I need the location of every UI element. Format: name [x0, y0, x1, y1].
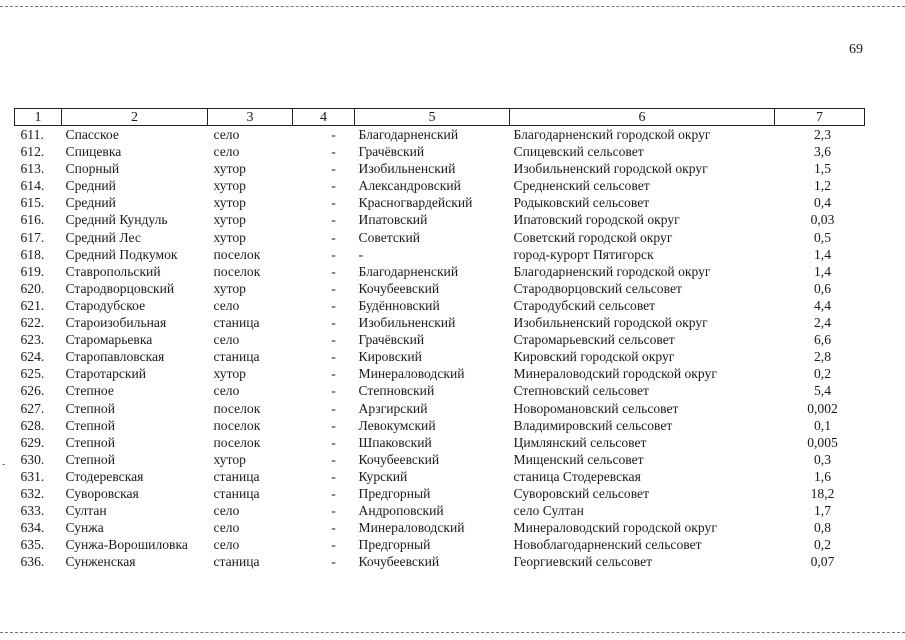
settlement-name: Старопавловская	[65, 349, 165, 365]
settlement-type: село	[213, 503, 240, 519]
settlement-name: Степной	[65, 451, 115, 467]
municipality-name: станица Стодеревская	[513, 468, 641, 484]
status-mark: -	[331, 537, 336, 553]
municipality-name: Спицевский сельсовет	[513, 144, 644, 160]
table-header-row	[15, 109, 865, 126]
table-row	[15, 519, 865, 536]
status-mark: -	[331, 297, 336, 313]
settlement-type: село	[213, 537, 240, 553]
status-mark: -	[331, 229, 336, 245]
settlement-type: станица	[213, 485, 260, 501]
area-value: 0,002	[807, 400, 838, 416]
district-name: Кочубеевский	[358, 280, 440, 296]
status-mark: -	[331, 127, 336, 142]
column-header: 2	[62, 109, 208, 126]
column-header: 3	[208, 109, 293, 126]
table-row	[15, 348, 865, 365]
settlement-type: поселок	[213, 400, 261, 416]
area-value: 2,4	[814, 315, 831, 331]
settlement-type: хутор	[213, 451, 246, 467]
table-row	[15, 314, 865, 331]
table-row	[15, 211, 865, 228]
settlement-type: хутор	[213, 161, 246, 177]
area-value: 0,8	[814, 520, 831, 536]
district-name: Шпаковский	[358, 434, 432, 450]
status-mark: -	[331, 485, 336, 501]
municipality-name: Новоблагодарненский сельсовет	[513, 537, 702, 553]
table-row	[15, 263, 865, 280]
table-row	[15, 160, 865, 177]
district-name: Изобильненский	[358, 315, 456, 331]
area-value: 0,3	[814, 451, 831, 467]
area-value: 4,4	[814, 297, 831, 313]
area-value: 0,1	[814, 417, 831, 433]
row-number: 616.	[20, 212, 45, 228]
settlement-name: Султан	[65, 503, 107, 519]
status-mark: -	[331, 161, 336, 177]
settlement-type: село	[213, 144, 240, 160]
row-number: 632.	[20, 485, 45, 501]
area-value: 1,7	[814, 503, 831, 519]
row-number: 614.	[20, 178, 45, 194]
district-name: Благодарненский	[358, 127, 459, 142]
table-row	[15, 502, 865, 519]
table-body	[15, 126, 865, 571]
table-row	[15, 382, 865, 399]
table-row	[15, 536, 865, 553]
settlement-type: село	[213, 332, 240, 348]
district-name: Андроповский	[358, 503, 444, 519]
settlement-name: Стодеревская	[65, 468, 144, 484]
settlement-name: Старомарьевка	[65, 332, 153, 348]
area-value: 0,6	[814, 280, 831, 296]
district-name: Левокумский	[358, 417, 436, 433]
settlement-type: станица	[213, 315, 260, 331]
settlement-name: Стародубское	[65, 297, 146, 313]
municipality-name: Георгиевский сельсовет	[513, 554, 653, 570]
settlement-type: село	[213, 520, 240, 536]
status-mark: -	[331, 554, 336, 570]
district-name: -	[358, 246, 364, 262]
settlement-name: Суворовская	[65, 485, 139, 501]
settlement-type: поселок	[213, 417, 261, 433]
district-name: Будённовский	[358, 297, 440, 313]
scan-artifact-mark: -	[2, 459, 6, 470]
settlement-type: хутор	[213, 229, 246, 245]
table-row	[15, 400, 865, 417]
municipality-name: Новоромановский сельсовет	[513, 400, 679, 416]
status-mark: -	[331, 366, 336, 382]
settlement-type: село	[213, 297, 240, 313]
settlement-type: поселок	[213, 246, 261, 262]
table-row	[15, 177, 865, 194]
settlement-name: Средний Лес	[65, 229, 141, 245]
status-mark: -	[331, 315, 336, 331]
row-number: 622.	[20, 315, 45, 331]
table-row	[15, 194, 865, 211]
settlement-type: хутор	[213, 178, 246, 194]
settlement-name: Старотарский	[65, 366, 147, 382]
area-value: 0,005	[807, 434, 838, 450]
status-mark: -	[331, 503, 336, 519]
municipality-name: Цимлянский сельсовет	[513, 434, 647, 450]
table-row	[15, 143, 865, 160]
column-header: 1	[15, 109, 62, 126]
row-number: 628.	[20, 417, 45, 433]
district-name: Грачёвский	[358, 144, 425, 160]
municipality-name: Ипатовский городской округ	[513, 212, 680, 228]
row-number: 630.	[20, 451, 45, 467]
row-number: 636.	[20, 554, 45, 570]
settlement-name: Средний	[65, 195, 116, 211]
status-mark: -	[331, 417, 336, 433]
settlement-name: Ставропольский	[65, 263, 161, 279]
row-number: 621.	[20, 297, 45, 313]
district-name: Минераловодский	[358, 366, 465, 382]
municipality-name: Изобильненский городской округ	[513, 315, 708, 331]
municipality-name: Старомарьевский сельсовет	[513, 332, 675, 348]
area-value: 0,2	[814, 366, 831, 382]
area-value: 3,6	[814, 144, 831, 160]
area-value: 2,3	[814, 127, 831, 142]
municipality-name: Советский городской округ	[513, 229, 673, 245]
status-mark: -	[331, 400, 336, 416]
row-number: 625.	[20, 366, 45, 382]
settlement-name: Степной	[65, 434, 115, 450]
table-row	[15, 246, 865, 263]
area-value: 0,07	[810, 554, 835, 570]
municipality-name: Кировский городской округ	[513, 349, 675, 365]
settlement-name: Спасское	[65, 127, 119, 142]
settlement-type: хутор	[213, 195, 246, 211]
column-header: 7	[775, 109, 865, 126]
table-row	[15, 451, 865, 468]
scan-edge-bottom	[0, 632, 905, 633]
settlement-type: станица	[213, 349, 260, 365]
municipality-name: Минераловодский городской округ	[513, 366, 717, 382]
table-row	[15, 553, 865, 570]
municipality-name: Мищенский сельсовет	[513, 451, 644, 467]
status-mark: -	[331, 178, 336, 194]
column-header: 6	[510, 109, 775, 126]
district-name: Предгорный	[358, 537, 431, 553]
district-name: Красногвардейский	[358, 195, 473, 211]
table-row	[15, 468, 865, 485]
settlement-name: Спорный	[65, 161, 120, 177]
row-number: 611.	[20, 127, 44, 142]
table-row	[15, 280, 865, 297]
settlement-name: Средний Кундуль	[65, 212, 168, 228]
status-mark: -	[331, 451, 336, 467]
municipality-name: Благодарненский городской округ	[513, 263, 711, 279]
district-name: Кировский	[358, 349, 422, 365]
row-number: 612.	[20, 144, 45, 160]
column-header: 4	[293, 109, 355, 126]
municipality-name: Степновский сельсовет	[513, 383, 649, 399]
row-number: 629.	[20, 434, 45, 450]
district-name: Советский	[358, 229, 421, 245]
row-number: 631.	[20, 468, 45, 484]
municipality-name: Средненский сельсовет	[513, 178, 650, 194]
area-value: 1,2	[814, 178, 831, 194]
settlement-name: Сунженская	[65, 554, 136, 570]
municipality-name: город-курорт Пятигорск	[513, 246, 654, 262]
row-number: 618.	[20, 246, 45, 262]
area-value: 1,5	[814, 161, 831, 177]
status-mark: -	[331, 246, 336, 262]
status-mark: -	[331, 520, 336, 536]
status-mark: -	[331, 144, 336, 160]
status-mark: -	[331, 383, 336, 399]
status-mark: -	[331, 468, 336, 484]
settlement-name: Спицевка	[65, 144, 122, 160]
municipality-name: Благодарненский городской округ	[513, 127, 711, 142]
table-row	[15, 331, 865, 348]
scan-edge-top	[0, 6, 905, 7]
table-row	[15, 365, 865, 382]
area-value: 0,03	[810, 212, 835, 228]
table-row	[15, 297, 865, 314]
area-value: 1,4	[814, 263, 831, 279]
row-number: 634.	[20, 520, 45, 536]
settlement-type: хутор	[213, 280, 246, 296]
area-value: 0,4	[814, 195, 831, 211]
district-name: Благодарненский	[358, 263, 459, 279]
settlement-name: Степной	[65, 417, 115, 433]
row-number: 633.	[20, 503, 45, 519]
table-row	[15, 485, 865, 502]
settlement-name: Сунжа-Ворошиловка	[65, 537, 188, 553]
district-name: Кочубеевский	[358, 554, 440, 570]
row-number: 613.	[20, 161, 45, 177]
table-row	[15, 229, 865, 246]
area-value: 1,6	[814, 468, 831, 484]
status-mark: -	[331, 212, 336, 228]
page-number: 69	[849, 42, 863, 57]
settlement-type: хутор	[213, 212, 246, 228]
status-mark: -	[331, 349, 336, 365]
settlement-type: поселок	[213, 263, 261, 279]
settlement-type: поселок	[213, 434, 261, 450]
status-mark: -	[331, 332, 336, 348]
district-name: Ипатовский	[358, 212, 428, 228]
municipality-name: село Султан	[513, 503, 584, 519]
status-mark: -	[331, 434, 336, 450]
municipality-name: Стародубский сельсовет	[513, 297, 656, 313]
municipality-name: Стародворцовский сельсовет	[513, 280, 682, 296]
column-header: 5	[355, 109, 510, 126]
settlement-name: Стародворцовский	[65, 280, 175, 296]
area-value: 0,2	[814, 537, 831, 553]
district-name: Грачёвский	[358, 332, 425, 348]
settlement-name: Степное	[65, 383, 114, 399]
row-number: 615.	[20, 195, 45, 211]
settlements-table	[14, 108, 865, 570]
settlement-name: Средний Подкумок	[65, 246, 178, 262]
status-mark: -	[331, 280, 336, 296]
district-name: Предгорный	[358, 485, 431, 501]
settlements-table-container	[14, 108, 864, 570]
municipality-name: Минераловодский городской округ	[513, 520, 717, 536]
settlement-name: Средний	[65, 178, 116, 194]
area-value: 0,5	[814, 229, 831, 245]
area-value: 5,4	[814, 383, 831, 399]
municipality-name: Изобильненский городской округ	[513, 161, 708, 177]
row-number: 617.	[20, 229, 45, 245]
district-name: Арзгирский	[358, 400, 428, 416]
area-value: 2,8	[814, 349, 831, 365]
status-mark: -	[331, 263, 336, 279]
area-value: 6,6	[814, 332, 831, 348]
municipality-name: Родыковский сельсовет	[513, 195, 650, 211]
settlement-name: Сунжа	[65, 520, 104, 536]
table-row	[15, 434, 865, 451]
row-number: 635.	[20, 537, 45, 553]
settlement-type: хутор	[213, 366, 246, 382]
row-number: 619.	[20, 263, 45, 279]
row-number: 627.	[20, 400, 45, 416]
settlement-name: Староизобильная	[65, 315, 167, 331]
settlement-type: село	[213, 383, 240, 399]
table-row	[15, 417, 865, 434]
row-number: 623.	[20, 332, 45, 348]
district-name: Изобильненский	[358, 161, 456, 177]
settlement-name: Степной	[65, 400, 115, 416]
row-number: 624.	[20, 349, 45, 365]
district-name: Кочубеевский	[358, 451, 440, 467]
area-value: 1,4	[814, 246, 831, 262]
area-value: 18,2	[810, 485, 835, 501]
row-number: 620.	[20, 280, 45, 296]
status-mark: -	[331, 195, 336, 211]
municipality-name: Владимировский сельсовет	[513, 417, 673, 433]
municipality-name: Суворовский сельсовет	[513, 485, 650, 501]
district-name: Степновский	[358, 383, 435, 399]
district-name: Александровский	[358, 178, 461, 194]
settlement-type: станица	[213, 468, 260, 484]
row-number: 626.	[20, 383, 45, 399]
district-name: Минераловодский	[358, 520, 465, 536]
district-name: Курский	[358, 468, 408, 484]
settlement-type: станица	[213, 554, 260, 570]
table-row	[15, 126, 865, 144]
settlement-type: село	[213, 127, 240, 142]
